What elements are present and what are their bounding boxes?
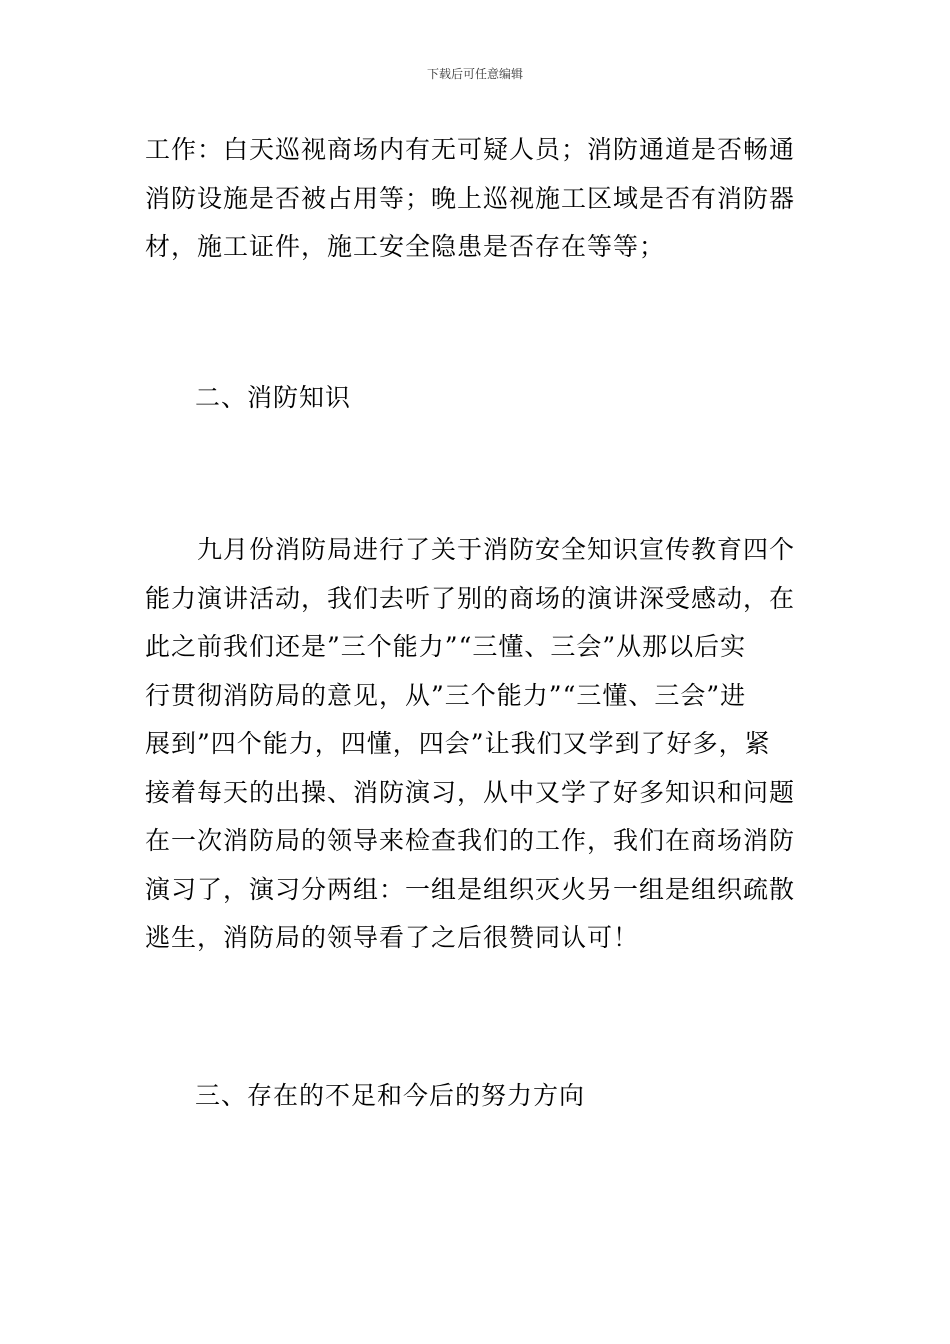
paragraph-line: 逃生，消防局的领导看了之后很赞同认可！ bbox=[145, 923, 640, 952]
paragraph-line: 在一次消防局的领导来检查我们的工作，我们在商场消防 bbox=[145, 826, 796, 855]
paragraph-line: 能力演讲活动，我们去听了别的商场的演讲深受感动，在 bbox=[145, 583, 796, 613]
paragraph-line: 行贯彻消防局的意见，从”三个能力”“三懂、三会”进 bbox=[145, 680, 747, 710]
paragraph-fire-knowledge bbox=[145, 526, 810, 963]
paragraph-patrol-duties bbox=[145, 126, 810, 272]
section-heading-shortcomings: 三、存在的不足和今后的努力方向 bbox=[195, 1081, 586, 1110]
paragraph-line: 九月份消防局进行了关于消防安全知识宣传教育四个 bbox=[145, 535, 796, 564]
paragraph-line: 工作：白天巡视商场内有无可疑人员；消防通道是否畅通 bbox=[145, 135, 796, 164]
paragraph-line: 材，施工证件，施工安全隐患是否存在等等； bbox=[145, 232, 666, 261]
paragraph-line: 接着每天的出操、消防演习，从中又学了好多知识和问题 bbox=[145, 777, 796, 807]
section-heading-fire-knowledge: 二、消防知识 bbox=[195, 383, 352, 412]
paragraph-line: 消防设施是否被占用等；晚上巡视施工区域是否有消防器 bbox=[145, 183, 796, 213]
paragraph-line: 演习了，演习分两组：一组是组织灭火另一组是组织疏散 bbox=[145, 874, 796, 904]
paragraph-line: 此之前我们还是”三个能力”“三懂、三会”从那以后实 bbox=[145, 632, 747, 661]
paragraph-line: 展到”四个能力，四懂，四会”让我们又学到了好多，紧 bbox=[145, 729, 771, 758]
page-header: 下载后可任意编辑 bbox=[426, 67, 523, 81]
